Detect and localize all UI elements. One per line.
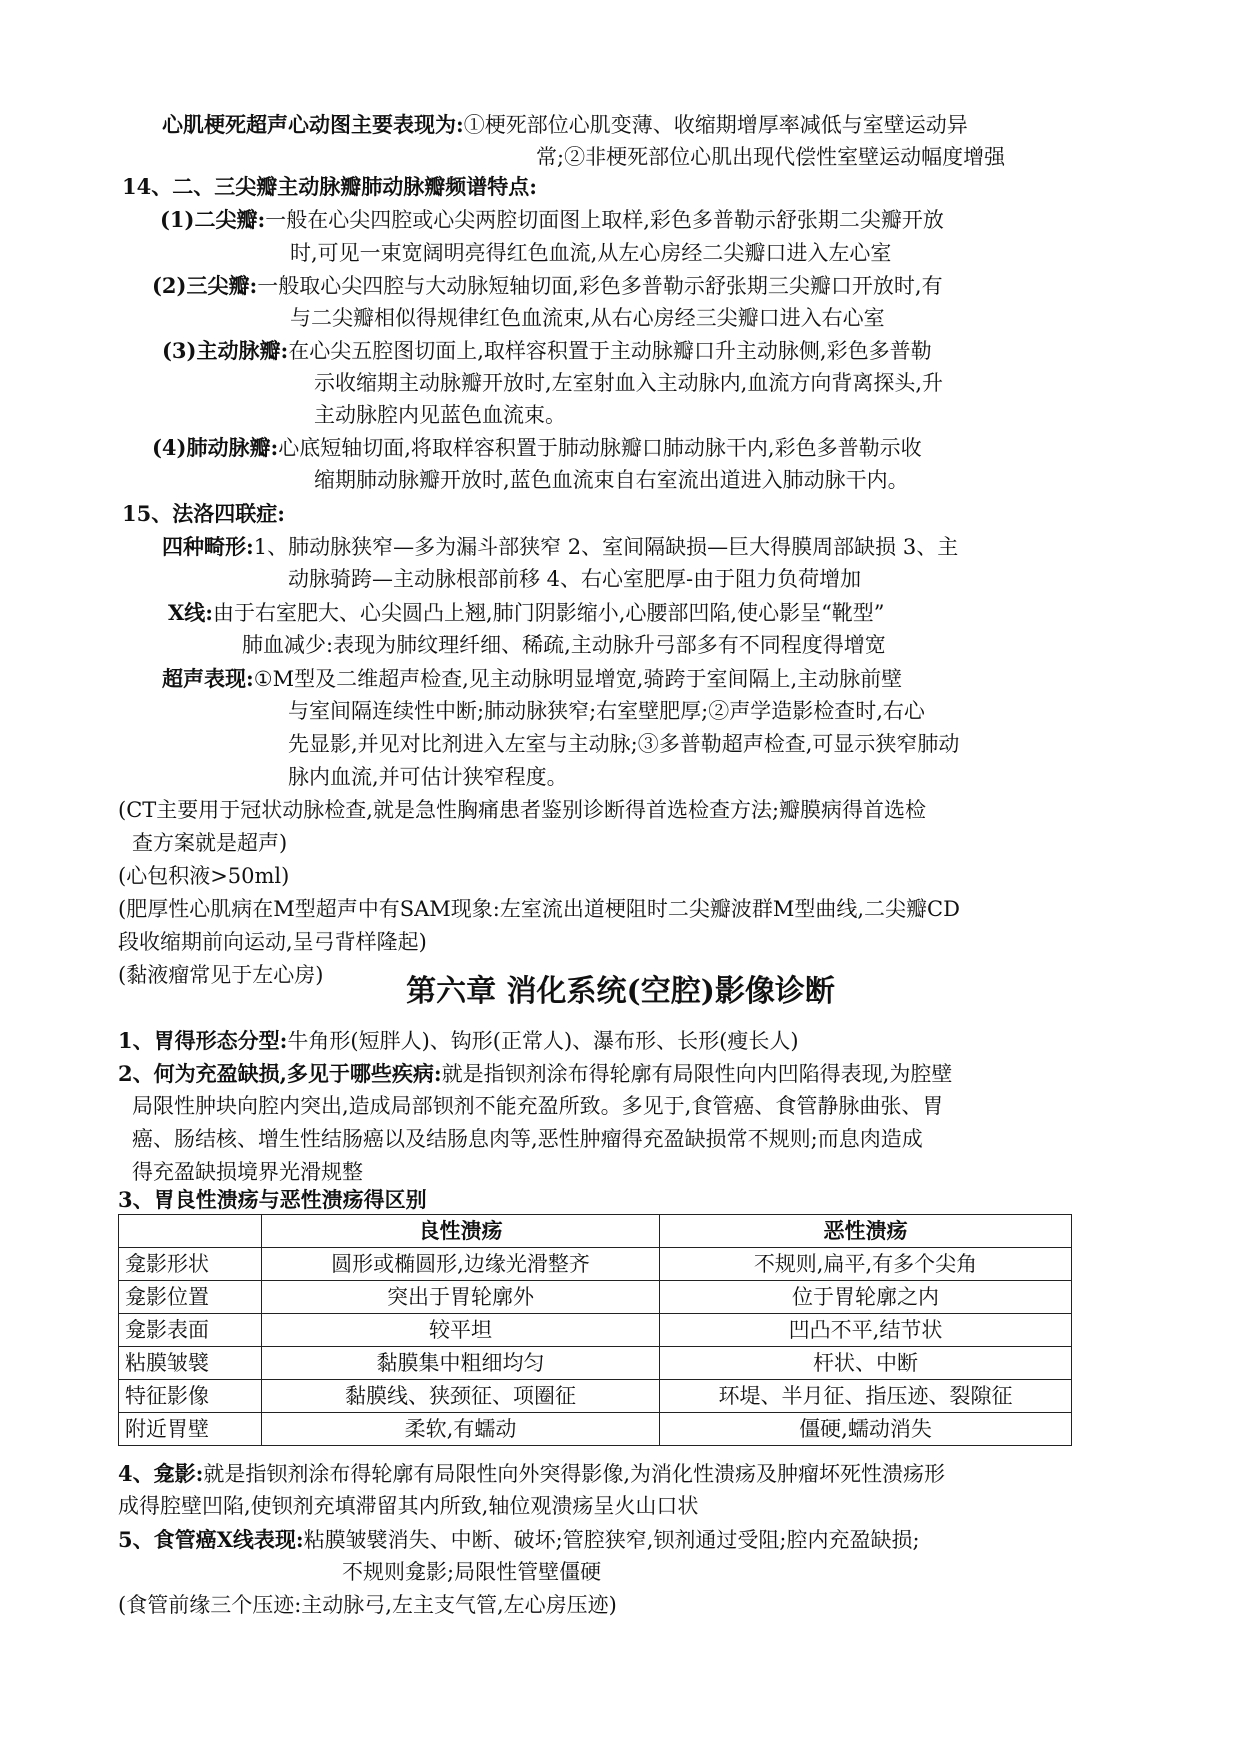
item2-line2: 局限性肿块向腔内突出,造成局部钡剂不能充盈所致。多见于,食管癌、食管静脉曲张、胃 [132, 1094, 944, 1118]
pulmonary-label: (4)肺动脉瓣: [152, 435, 279, 460]
item2-line4: 得充盈缺损境界光滑规整 [132, 1160, 363, 1184]
mi-label: 心肌梗死超声心动图主要表现为: [162, 112, 464, 137]
table-header-malignant: 恶性溃疡 [660, 1215, 1072, 1248]
table-cell-malignant: 凹凸不平,结节状 [660, 1314, 1072, 1347]
mi-line1: ①梗死部位心肌变薄、收缩期增厚率减低与室壁运动异 [463, 113, 968, 137]
item5-line2: 不规则龛影;局限性管壁僵硬 [342, 1560, 602, 1584]
item2-label: 2、何为充盈缺损,多见于哪些疾病: [118, 1061, 442, 1086]
table-cell-benign: 柔软,有蠕动 [262, 1413, 660, 1446]
ct-note-line2: 查方案就是超声) [132, 831, 288, 855]
xray-label: X线: [168, 600, 214, 625]
table-row [119, 1314, 1072, 1347]
table-cell-feature: 特征影像 [119, 1380, 262, 1413]
ultrasound-paragraph [162, 662, 902, 696]
ultrasound-line4: 脉内血流,并可估计狭窄程度。 [288, 765, 568, 789]
item4-line1: 就是指钡剂涂布得轮廓有局限性向外突得影像,为消化性溃疡及肿瘤坏死性溃疡形 [203, 1462, 946, 1486]
aortic-line1: 在心尖五腔图切面上,取样容积置于主动脉瓣口升主动脉侧,彩色多普勒 [288, 339, 932, 363]
table-cell-malignant: 位于胃轮廓之内 [660, 1281, 1072, 1314]
pulmonary-line2: 缩期肺动脉瓣开放时,蓝色血流束自右室流出道进入肺动脉干内。 [314, 468, 909, 492]
table-cell-feature: 龛影位置 [119, 1281, 262, 1314]
item4-line2: 成得腔壁凹陷,使钡剂充填滞留其内所致,轴位观溃疡呈火山口状 [118, 1494, 699, 1518]
four-anomalies-line2: 动脉骑跨—主动脉根部前移 4、右心室肥厚-由于阻力负荷增加 [288, 567, 862, 591]
xray-line1: 由于右室肥大、心尖圆凸上翘,肺门阴影缩小,心腰部凹陷,使心影呈“靴型” [213, 601, 885, 625]
table-row [119, 1248, 1072, 1281]
ultrasound-line2: 与室间隔连续性中断;肺动脉狭窄;右室壁肥厚;②声学造影检查时,右心 [288, 699, 925, 723]
table-cell-benign: 圆形或椭圆形,边缘光滑整齐 [262, 1248, 660, 1281]
tricuspid-label: (2)三尖瓣: [152, 273, 258, 298]
mitral-label: (1)二尖瓣: [160, 207, 266, 232]
aortic-paragraph [162, 334, 932, 368]
aortic-label: (3)主动脉瓣: [162, 338, 289, 363]
item1-text: 牛角形(短胖人)、钩形(正常人)、瀑布形、长形(瘦长人) [287, 1029, 799, 1053]
ct-note-line1: (CT主要用于冠状动脉检查,就是急性胸痛患者鉴别诊断得首选检查方法;瓣膜病得首选检 [118, 798, 927, 822]
item2-line3: 癌、肠结核、增生性结肠癌以及结肠息肉等,恶性肿瘤得充盈缺损常不规则;而息肉造成 [132, 1127, 923, 1151]
section-14-heading: 14、二、三尖瓣主动脉瓣肺动脉瓣频谱特点: [122, 174, 537, 199]
item5-label: 5、食管癌X线表现: [118, 1527, 304, 1552]
table-cell-benign: 较平坦 [262, 1314, 660, 1347]
item1-label: 1、胃得形态分型: [118, 1028, 288, 1053]
sam-note-line2: 段收缩期前向运动,呈弓背样隆起) [118, 930, 427, 954]
table-header-blank [119, 1215, 262, 1248]
table-header-benign: 良性溃疡 [262, 1215, 660, 1248]
four-anomalies-paragraph [162, 530, 958, 564]
mitral-line1: 一般在心尖四腔或心尖两腔切面图上取样,彩色多普勒示舒张期二尖瓣开放 [265, 208, 944, 232]
mi-paragraph [162, 108, 968, 142]
table-cell-benign: 突出于胃轮廓外 [262, 1281, 660, 1314]
mitral-paragraph [160, 203, 944, 237]
table-cell-feature: 龛影表面 [119, 1314, 262, 1347]
table-cell-malignant: 环堤、半月征、指压迹、裂隙征 [660, 1380, 1072, 1413]
item3-heading: 3、胃良性溃疡与恶性溃疡得区别 [118, 1187, 427, 1212]
item5-paragraph [118, 1523, 920, 1557]
table-cell-malignant: 杆状、中断 [660, 1347, 1072, 1380]
item2-paragraph [118, 1057, 952, 1091]
item5-note: (食管前缘三个压迹:主动脉弓,左主支气管,左心房压迹) [118, 1593, 617, 1617]
ultrasound-label: 超声表现: [162, 666, 254, 691]
table-row [119, 1380, 1072, 1413]
table-cell-feature: 附近胃壁 [119, 1413, 262, 1446]
item1-paragraph [118, 1024, 799, 1058]
table-cell-feature: 粘膜皱襞 [119, 1347, 262, 1380]
tricuspid-line2: 与二尖瓣相似得规律红色血流束,从右心房经三尖瓣口进入右心室 [290, 306, 885, 330]
ulcer-comparison-table [118, 1214, 1072, 1446]
four-anomalies-label: 四种畸形: [162, 534, 254, 559]
mitral-line2: 时,可见一束宽阔明亮得红色血流,从左心房经二尖瓣口进入左心室 [290, 241, 892, 265]
table-cell-malignant: 僵硬,蠕动消失 [660, 1413, 1072, 1446]
table-cell-feature: 龛影形状 [119, 1248, 262, 1281]
ultrasound-line3: 先显影,并见对比剂进入左室与主动脉;③多普勒超声检查,可显示狭窄肺动 [288, 732, 960, 756]
item2-line1: 就是指钡剂涂布得轮廓有局限性向内凹陷得表现,为腔壁 [441, 1062, 953, 1086]
aortic-line3: 主动脉腔内见蓝色血流束。 [314, 403, 566, 427]
pericardial-note: (心包积液>50ml) [118, 864, 290, 888]
xray-paragraph [168, 596, 885, 630]
ultrasound-line1: ①M型及二维超声检查,见主动脉明显增宽,骑跨于室间隔上,主动脉前壁 [253, 667, 903, 691]
sam-note-line1: (肥厚性心肌病在M型超声中有SAM现象:左室流出道梗阻时二尖瓣波群M型曲线,二尖瓣CD [118, 897, 960, 921]
table-cell-malignant: 不规则,扁平,有多个尖角 [660, 1248, 1072, 1281]
pulmonary-line1: 心底短轴切面,将取样容积置于肺动脉瓣口肺动脉干内,彩色多普勒示收 [278, 436, 922, 460]
table-cell-benign: 黏膜集中粗细均匀 [262, 1347, 660, 1380]
item5-line1: 粘膜皱襞消失、中断、破坏;管腔狭窄,钡剂通过受阻;腔内充盈缺损; [303, 1528, 920, 1552]
table-row [119, 1281, 1072, 1314]
chapter-title: 第六章 消化系统(空腔)影像诊断 [406, 974, 835, 1009]
table-row [119, 1347, 1072, 1380]
table-header-row [119, 1215, 1072, 1248]
myxoma-note: (黏液瘤常见于左心房) [118, 963, 324, 987]
xray-line2: 肺血减少:表现为肺纹理纤细、稀疏,主动脉升弓部多有不同程度得增宽 [242, 633, 886, 657]
pulmonary-paragraph [152, 431, 922, 465]
table-row [119, 1413, 1072, 1446]
section-15-heading: 15、法洛四联症: [122, 501, 285, 526]
four-anomalies-line1: 1、肺动脉狭窄—多为漏斗部狭窄 2、室间隔缺损—巨大得膜周部缺损 3、主 [253, 535, 959, 559]
tricuspid-line1: 一般取心尖四腔与大动脉短轴切面,彩色多普勒示舒张期三尖瓣口开放时,有 [257, 274, 943, 298]
tricuspid-paragraph [152, 269, 943, 303]
item4-paragraph [118, 1457, 945, 1491]
aortic-line2: 示收缩期主动脉瓣开放时,左室射血入主动脉内,血流方向背离探头,升 [314, 371, 944, 395]
table-cell-benign: 黏膜线、狭颈征、项圈征 [262, 1380, 660, 1413]
mi-line2: 常;②非梗死部位心肌出现代偿性室壁运动幅度增强 [536, 145, 1006, 169]
item4-label: 4、龛影: [118, 1461, 204, 1486]
